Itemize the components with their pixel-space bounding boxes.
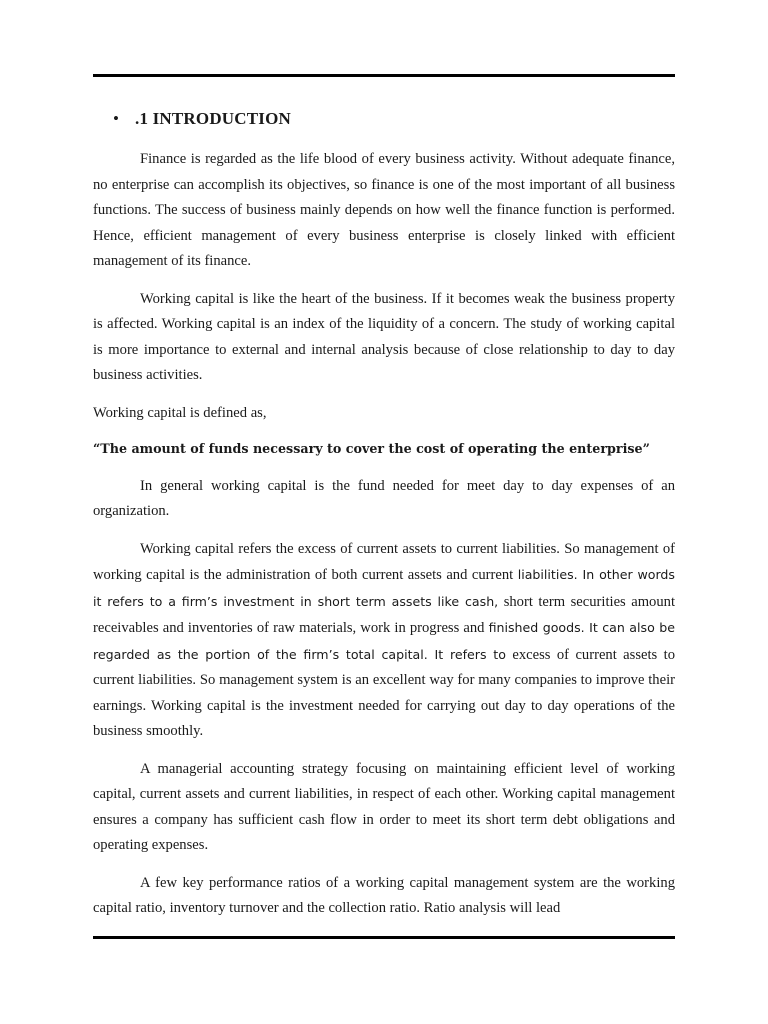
- section-title: .1 INTRODUCTION: [135, 109, 292, 128]
- paragraph-heart: Working capital is like the heart of the business. If it becomes weak the business property is affected. Working capital is an index of the liquidity of a concern. The study of working capital is more importance to external and internal analysis because of close relationship to day to day business activities.: [93, 290, 675, 383]
- paragraph-refers-part-2: liabilities. In other words it refers to a firm’s investment in short term assets like cash,: [93, 567, 675, 609]
- definition-quote: “The amount of funds necessary to cover the cost of operating the enterprise”: [93, 441, 650, 456]
- paragraph-refers-part-1: Working capital refers the excess of current assets to current liabilities. So management of working capital is the administration of both current assets and current: [93, 540, 675, 583]
- paragraph-strategy: A managerial accounting strategy focusing on maintaining efficient level of working capital, current assets and current liabilities, in respect of each other. Working capital management ensures a company has sufficient cash flow in order to meet its short term debt obligations and operating expenses.: [93, 760, 675, 853]
- paragraph-finance: Finance is regarded as the life blood of every business activity. Without adequate finance, no enterprise can accomplish its objectives, so finance is one of the most important of all business functions. The success of business mainly depends on how well the finance function is performed. Hence, efficient management of every business enterprise is closely linked with efficient management of its finance.: [93, 151, 675, 269]
- section-heading: [93, 104, 675, 134]
- page-content: [93, 104, 675, 934]
- paragraph-refers: [93, 537, 675, 745]
- top-rule: [93, 74, 675, 77]
- bullet-icon: •: [113, 109, 119, 128]
- paragraph-defined-as: Working capital is defined as,: [93, 404, 267, 421]
- paragraph-general: In general working capital is the fund needed for meet day to day expenses of an organization.: [93, 477, 675, 519]
- bottom-rule: [93, 936, 675, 939]
- paragraph-refers-part-5: excess of current assets to current liabilities. So management system is an excellent way for many companies to improve their earnings. Working capital is the investment needed for carrying out day to day operations of the business smoothly.: [93, 646, 675, 739]
- paragraph-ratios: A few key performance ratios of a working capital management system are the working capital ratio, inventory turnover and the collection ratio. Ratio analysis will lead: [93, 874, 675, 916]
- paragraph-refers-part-4: finished goods. It can also be regarded as the portion of the firm’s total capital. It refers to: [93, 620, 675, 662]
- paragraph-refers-part-3: short term securities amount receivables and inventories of raw materials, work in progress and: [93, 593, 675, 636]
